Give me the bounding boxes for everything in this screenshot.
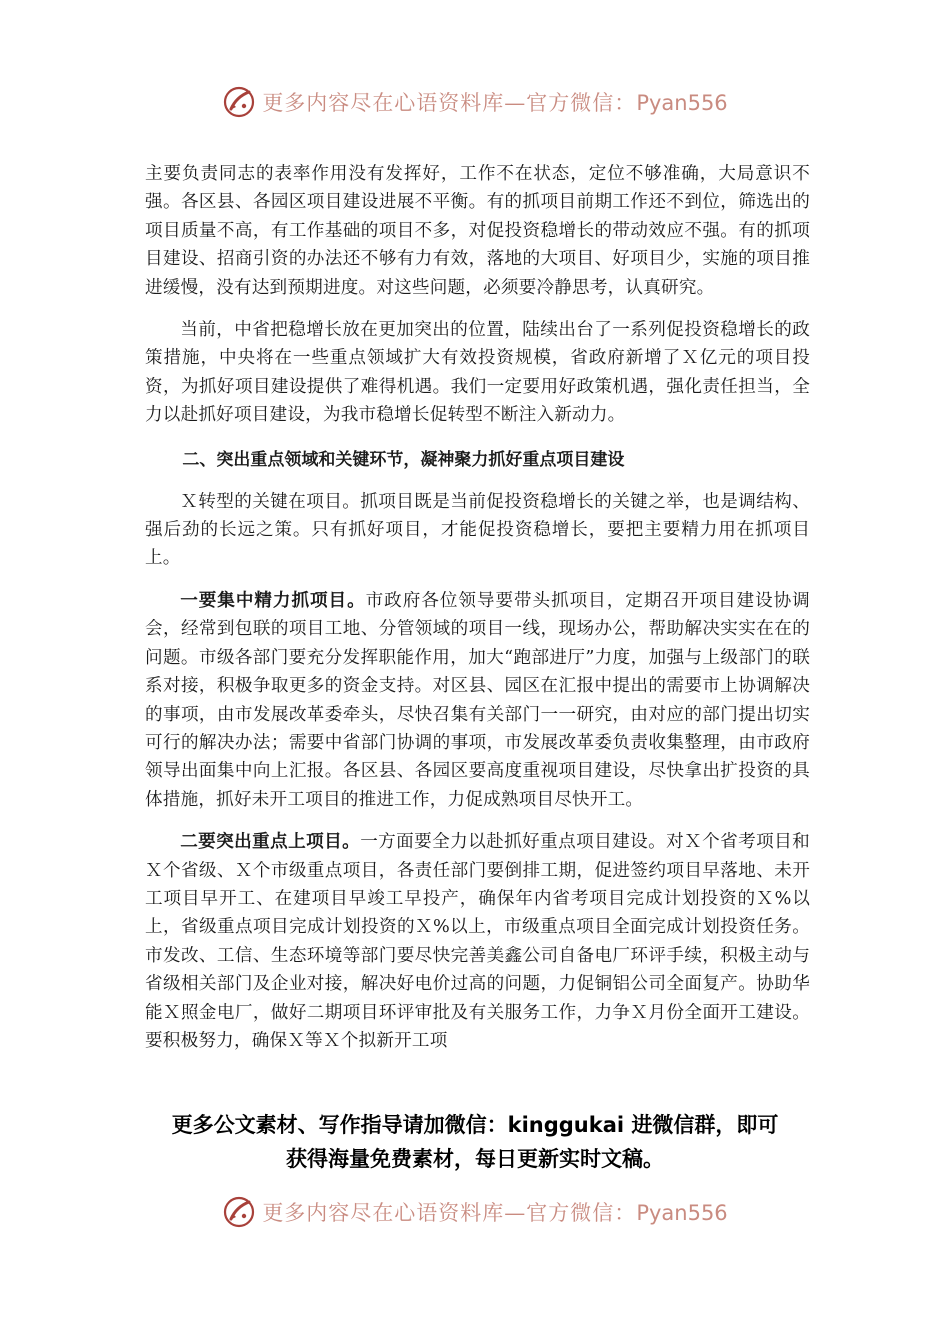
watermark-wechat-id: Pyan556 xyxy=(636,1201,728,1225)
watermark-text xyxy=(262,87,727,117)
watermark-text-cn: 更多内容尽在心语资料库—官方微信： xyxy=(262,1201,637,1225)
paragraph-4 xyxy=(145,587,810,814)
paragraph-4-text: 市政府各位领导要带头抓项目，定期召开项目建设协调会，经常到包联的项目工地、分管领域的项目一线，现场办公，帮助解决实实在在的问题。市级各部门要充分发挥职能作用，加大“跑部进厅”力度，加强与上级部门的联系对接，积极争取更多的资金支持。对区县、园区在汇报中提出的需要市上协调解决的事项，由市发展改革委牵头，尽快召集有关部门一一研究，由对应的部门提出切实可行的解决办法；需要中省部门协调的事项，市发展改革委负责收集整理，由市政府领导出面集中向上汇报。各区县、各园区要高度重视项目建设，尽快拿出扩投资的具体措施，抓好未开工项目的推进工作，力促成熟项目尽快开工。 xyxy=(145,590,810,810)
promo-notice xyxy=(100,1108,850,1176)
promo-line-2: 获得海量免费素材，每日更新实时文稿。 xyxy=(286,1147,664,1171)
paragraph-5 xyxy=(145,828,810,1055)
promo-line-1: 更多公文素材、写作指导请加微信：kinggukai 进微信群，即可 xyxy=(171,1113,779,1137)
paragraph-4-lead: 一要集中精力抓项目。 xyxy=(180,590,366,611)
paragraph-5-lead: 二要突出重点上项目。 xyxy=(180,832,361,853)
watermark-text xyxy=(262,1197,727,1227)
paragraph-3: Ｘ转型的关键在项目。抓项目既是当前促投资稳增长的关键之举，也是调结构、强后劲的长远之策。只有抓好项目，才能促投资稳增长，要把主要精力用在抓项目上。 xyxy=(145,491,810,569)
footer-watermark xyxy=(0,1192,950,1232)
header-watermark xyxy=(0,82,950,122)
paragraph-1: 主要负责同志的表率作用没有发挥好，工作不在状态，定位不够准确，大局意识不强。各区县、各园区项目建设进展不平衡。有的抓项目前期工作还不到位，筛选出的项目质量不高，有工作基础的项目不多，对促投资稳增长的带动效应不强。有的抓项目建设、招商引资的办法还不够有力有效，落地的大项目、好项目少，实施的项目推进缓慢，没有达到预期进度。对这些问题，必须要冷静思考，认真研究。 xyxy=(145,164,810,298)
watermark-wechat-id: Pyan556 xyxy=(636,91,728,115)
section-heading-2: 二、突出重点领域和关键环节，凝神聚力抓好重点项目建设 xyxy=(182,449,625,470)
brush-logo-icon xyxy=(222,1195,256,1229)
paragraph-2: 当前，中省把稳增长放在更加突出的位置，陆续出台了一系列促投资稳增长的政策措施，中央将在一些重点领域扩大有效投资规模，省政府新增了Ｘ亿元的项目投资，为抓好项目建设提供了难得机遇。我们一定要用好政策机遇，强化责任担当，全力以赴抓好项目建设，为我市稳增长促转型不断注入新动力。 xyxy=(145,320,810,426)
document-body xyxy=(145,160,810,1055)
brush-logo-icon xyxy=(222,85,256,119)
paragraph-5-text: 一方面要全力以赴抓好重点项目建设。对Ｘ个省考项目和Ｘ个省级、Ｘ个市级重点项目，各责任部门要倒排工期，促进签约项目早落地、未开工项目早开工、在建项目早竣工早投产，确保年内省考项目完成计划投资的Ｘ%以上，省级重点项目完成计划投资的Ｘ%以上，市级重点项目全面完成计划投资任务。市发改、工信、生态环境等部门要尽快完善美鑫公司自备电厂环评手续，积极主动与省级相关部门及企业对接，解决好电价过高的问题，力促铜铝公司全面复产。协助华能Ｘ照金电厂，做好二期项目环评审批及有关服务工作，力争Ｘ月份全面开工建设。要积极努力，确保Ｘ等Ｘ个拟新开工项 xyxy=(145,832,810,1051)
watermark-text-cn: 更多内容尽在心语资料库—官方微信： xyxy=(262,91,637,115)
